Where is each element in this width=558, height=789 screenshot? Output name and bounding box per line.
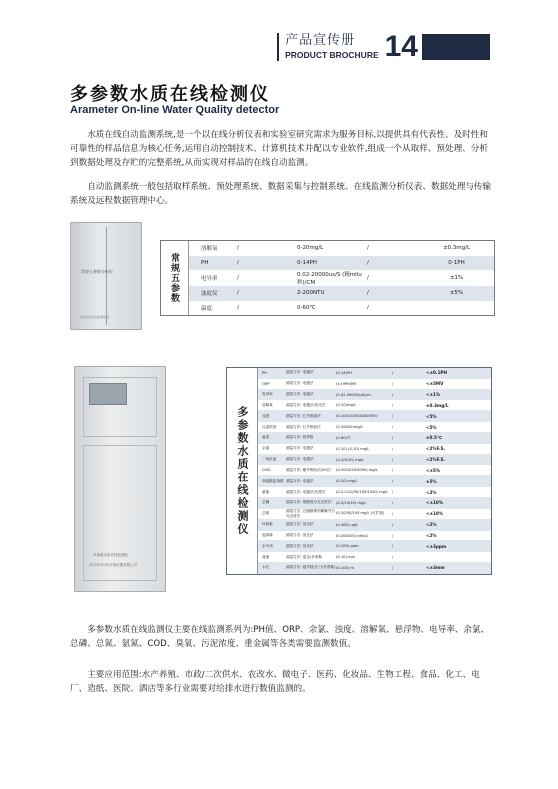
cell-range: (0-200/250/2000) mg/L <box>336 468 378 473</box>
cell-range: (0-10) m/s <box>336 555 355 560</box>
cell-accuracy: ±0.3mg/L <box>442 245 471 252</box>
cell-param: 总氮 <box>262 511 270 516</box>
cell-res: / <box>392 381 394 386</box>
cell-accuracy: <±3mm <box>426 565 445 571</box>
cell-range: (0-2/10/20) mg/L <box>336 500 367 505</box>
cell-param: 电导率 <box>262 392 273 397</box>
cell-accuracy: ±5% <box>426 478 437 484</box>
cell-range: (±1999)MV <box>336 381 357 386</box>
cell-accuracy: <±3ppm <box>426 543 447 549</box>
table-row <box>258 509 491 520</box>
cell-range: 0.02-20000us/S (精milu秒)/CM <box>297 272 362 286</box>
spec-table-multi-params <box>226 367 492 575</box>
table-row <box>258 498 491 509</box>
table-row <box>258 541 491 552</box>
cell-param: COD <box>262 468 271 473</box>
cell-res: / <box>367 304 369 311</box>
cell-param: 污泥浓度 <box>262 424 277 429</box>
cell-range: 0-14PH <box>297 259 317 266</box>
page-header <box>277 28 490 66</box>
cell-accuracy: <±5MV <box>426 381 444 387</box>
cabinet-door-seam <box>106 227 107 325</box>
table-row <box>189 241 494 256</box>
table-row <box>258 390 491 401</box>
header-divider <box>277 33 279 61</box>
cell-accuracy: <2% <box>426 533 437 538</box>
table-row <box>258 487 491 498</box>
table-row <box>258 520 491 531</box>
cell-range: 0-60℃ <box>297 304 316 311</box>
cabinet1-sublabel: 水质在线自动监测系统 <box>79 315 110 319</box>
cell-method: / <box>237 259 239 266</box>
spec1-side-label: 常规五参数 <box>161 241 189 315</box>
cell-method: 测量方法: 红外散射法 <box>286 424 321 429</box>
page-number: 14 <box>384 30 418 63</box>
spec-table-five-params <box>160 240 495 316</box>
cell-method: 测量方法: 荧光法 <box>286 522 314 527</box>
cell-accuracy: <5% <box>426 424 437 430</box>
cell-range: 2-200NTU <box>297 290 325 297</box>
cell-range: (0-20000)mg/L <box>336 425 363 430</box>
cell-res: / <box>392 414 394 419</box>
cell-method: 测量方法: 电极法 <box>286 370 314 375</box>
cell-param: 蓝绿藻 <box>262 533 273 537</box>
cell-range: (0-400) ug/L <box>336 522 359 527</box>
cell-range: (0-2/5/10) mg/L <box>336 457 365 462</box>
cell-res: / <box>392 457 394 462</box>
cell-param: PH <box>262 370 267 375</box>
cell-res: / <box>392 370 394 375</box>
spec2-rows <box>257 368 491 574</box>
cell-res: / <box>392 435 394 440</box>
cell-accuracy: <±10% <box>426 500 444 506</box>
cell-res: / <box>392 500 394 505</box>
cell-res: / <box>392 479 394 484</box>
product-title-cn: 多参数水质在线检测仪 <box>70 84 270 105</box>
cell-method: 测量方法: 红外散射法 <box>286 413 321 418</box>
cell-param: 高锰酸盐指数 <box>262 478 284 483</box>
brochure-title-cn: 产品宣传册 <box>285 33 356 49</box>
cell-param: PH <box>201 259 209 266</box>
table-row <box>189 270 494 286</box>
cell-accuracy: <±10% <box>426 511 444 517</box>
cell-res: / <box>392 403 394 408</box>
product-title-en: Arameter On-line Water Quality detector <box>70 104 280 116</box>
cell-res: / <box>367 275 369 281</box>
table-row <box>258 531 491 542</box>
cell-method: 测量方法: 电极法 <box>286 392 314 397</box>
cell-param: 温度 <box>201 305 213 312</box>
cell-method: / <box>237 304 239 311</box>
cell-range: (0-14)PH <box>336 370 352 375</box>
cell-range: (0-60)℃ <box>336 435 351 440</box>
cell-res: / <box>367 290 369 297</box>
cell-method: 测量方法: 雷达/多普勒 <box>286 554 322 559</box>
cell-method: 测量方法: 紫外吸收法/UV法 <box>286 467 331 472</box>
summary-paragraph-1: 多参数水质在线监测仪主要在线监测系列为:PH值、ORP、余氯、浊度、溶解氧、悬浮物、电导率、余氯、总磷、总氮、氨氮、COD、臭氧、污泥浓度、重金属等各类需要监测数值。 <box>70 625 490 649</box>
cell-range: (0-200) ppm <box>336 544 359 549</box>
cell-accuracy: ±0.5℃ <box>426 435 442 441</box>
cell-method: 测量方法: 超声波/压力(多普勒) <box>286 565 336 570</box>
cell-range: 0-20mg/L <box>297 245 324 252</box>
cell-accuracy: <2%F.S. <box>426 446 446 452</box>
summary-paragraph-2: 主要应用范围:水产养殖、市政/二次供水、农改水、微电子、医药、化妆品、生物工程、食品、化工、电厂、造纸、医院、酒店等多行业需要对给排水进行数值监测的。 <box>70 670 480 694</box>
cell-range: (0-10) (0-20) mg/L <box>336 446 370 451</box>
intro-paragraph-1: 水质在线自动监测系统,是一个以在线分析仪表和实验室研究需求为服务目标,以提供具有代表性、及时性和可靠性的样品信息为核心任务,运用自动控制技术、计算机技术并配以专业软件,组成一个从取样、预处理、分析到数据处理及存贮的完整系统,从而实现对样品的在线自动监测。 <box>70 130 488 168</box>
cell-param: 总磷 <box>262 500 270 505</box>
cell-param: 温度 <box>262 435 270 440</box>
table-row <box>189 301 494 316</box>
cell-res: / <box>392 565 394 570</box>
cell-param: 二氧化氯 <box>262 457 277 462</box>
header-titles <box>285 34 379 60</box>
header-accent-block <box>422 34 490 60</box>
spec2-side-label: 多参数水质在线检测仪 <box>236 406 249 536</box>
cell-res: / <box>392 425 394 430</box>
cabinet1-label: 常规五参数分析柜 <box>81 269 113 274</box>
cell-res: / <box>367 259 369 266</box>
cell-range: (0-20)mg/L <box>336 403 356 408</box>
cell-param: ORP <box>262 381 270 386</box>
spec1-rows <box>189 241 494 315</box>
table-row <box>258 379 491 390</box>
cell-accuracy: ±5% <box>449 290 464 297</box>
cell-method: 测量方法: 铂热阻 <box>286 435 314 440</box>
cell-range: (0-100) m <box>336 565 354 570</box>
cell-param: 浊度 <box>262 413 270 418</box>
cell-param: 浊度仪 <box>201 291 218 298</box>
table-row <box>258 433 491 444</box>
table-row <box>258 455 491 466</box>
cell-accuracy: 0-1PH <box>448 259 465 266</box>
cell-res: / <box>392 522 394 527</box>
cell-range: (0-20) mg/L <box>336 479 358 484</box>
cabinet2-label: 多参数水质在线检测仪 <box>93 553 128 557</box>
cell-param: 水位 <box>262 565 270 570</box>
table-row <box>258 465 491 476</box>
cell-param: 水中油 <box>262 543 273 548</box>
cell-res: / <box>367 245 369 252</box>
cell-param: 流速 <box>262 554 270 559</box>
cell-method: 测量方法: 电极法 <box>286 446 314 451</box>
cell-method: 测量方法: 钼酸铵分光光度法 <box>286 500 332 505</box>
table-row <box>258 400 491 411</box>
cabinet2-sublabel: 四川省(中科)环境仪器有限公司 <box>89 563 138 567</box>
cell-param: 溶解氧 <box>201 246 218 253</box>
cell-accuracy: <±1% <box>426 392 441 398</box>
cell-method: 测量方法: 荧光法 <box>286 533 314 537</box>
table-row <box>189 256 494 271</box>
cell-accuracy: ±1% <box>449 275 464 281</box>
cabinet-display-screen <box>89 383 127 405</box>
cell-param: 叶绿素 <box>262 522 273 527</box>
cell-accuracy: <5% <box>426 413 437 419</box>
cell-range: (0-100/1000/4000)NTU <box>336 414 378 419</box>
cell-method: / <box>237 290 239 297</box>
table-row <box>258 444 491 455</box>
cell-accuracy: <2% <box>426 522 437 528</box>
cell-param: 氨氮 <box>262 489 270 494</box>
cell-range: (0-200000) cells/L <box>336 533 369 538</box>
cell-method: 测量方法: 电极法 <box>286 381 314 386</box>
cabinet-lower-door <box>83 445 157 581</box>
cell-res: / <box>392 490 394 495</box>
cell-method: 测量方法: 电极法/光度法 <box>286 489 326 494</box>
table-row <box>258 552 491 563</box>
cell-range: (0.2-2/10/50/100/1000) mg/L <box>336 490 389 495</box>
cell-accuracy: ±0.3mg/L <box>426 402 449 408</box>
table-row <box>189 286 494 301</box>
cell-param: 余氯 <box>262 446 270 451</box>
cell-range: (0.02-20000)μS/cm <box>336 392 371 397</box>
cell-res: / <box>392 544 394 549</box>
cell-res: / <box>392 392 394 397</box>
cell-res: / <box>392 533 394 538</box>
table-row <box>258 411 491 422</box>
cabinet-image-small <box>70 222 142 330</box>
cell-method: / <box>237 275 239 281</box>
cell-res: / <box>392 446 394 451</box>
cell-res: / <box>392 511 394 516</box>
table-row <box>258 368 491 379</box>
cell-accuracy: <±0.1PH <box>426 370 448 376</box>
cell-method: 测量方法: 过硫酸钾消解紫外分光光度法 <box>286 508 336 518</box>
cell-range: (0-10/50/100 mg/L (可扩展) <box>336 511 385 516</box>
cell-method: 测量方法: 电极法 <box>286 457 314 462</box>
cell-param: 溶解氧 <box>262 402 273 407</box>
cell-method: 测量方法: 电极法 <box>286 478 314 483</box>
cell-accuracy: <2%F.S. <box>426 457 446 463</box>
table-row <box>258 422 491 433</box>
cell-accuracy: <2% <box>426 489 437 495</box>
cell-method: 测量方法: 荧光法 <box>286 543 314 548</box>
cell-method: / <box>237 245 239 252</box>
table-row <box>258 563 491 574</box>
intro-paragraph-2: 自动监测系统一般包括取样系统、预处理系统、数据采集与控制系统、在线监测分析仪表、数据处理与传输系统及远程数据管理中心。 <box>70 182 492 206</box>
cell-param: 电导率 <box>201 276 218 282</box>
table-row <box>258 476 491 487</box>
brochure-title-en: PRODUCT BROCHURE <box>285 50 379 61</box>
cabinet-image-tall <box>74 366 166 592</box>
cell-res: / <box>392 555 394 560</box>
cell-method: 测量方法: 电极法/荧光法 <box>286 402 326 407</box>
cell-accuracy: <±5% <box>426 467 441 473</box>
cell-res: / <box>392 468 394 473</box>
